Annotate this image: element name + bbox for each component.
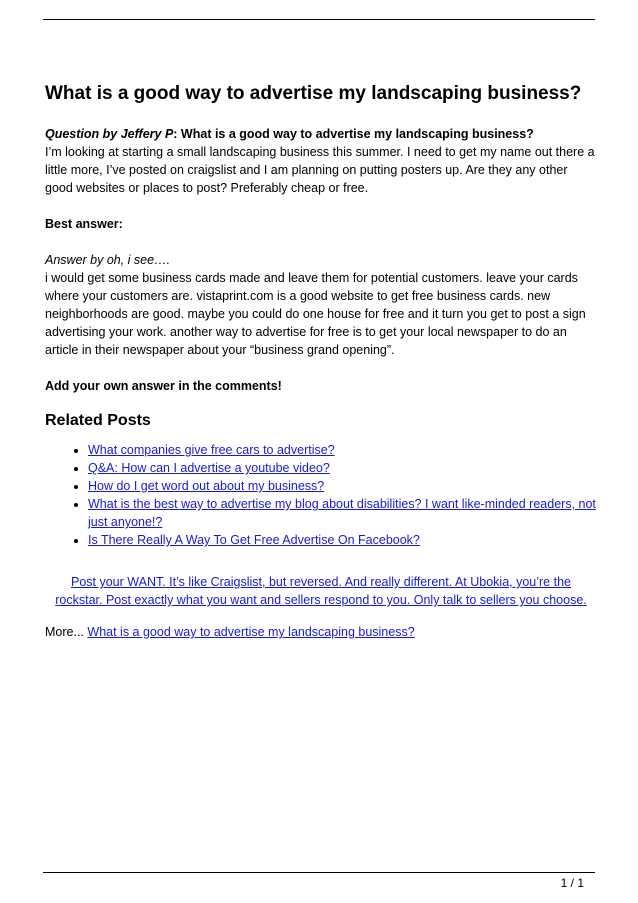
related-post-link[interactable]: Is There Really A Way To Get Free Advertise On Facebook? — [88, 533, 420, 547]
question-body: I’m looking at starting a small landscaping business this summer. I need to get my name out there a little more, I’ve posted on craigslist and I am planning on putting posters up. Are they any other good websites or places to post? Preferably cheap or free. — [45, 145, 595, 195]
related-post-link[interactable]: How do I get word out about my business? — [88, 479, 325, 493]
more-prefix: More... — [45, 625, 84, 639]
related-post-link[interactable]: Q&A: How can I advertise a youtube video? — [88, 461, 330, 475]
page-number: 1 / 1 — [560, 876, 584, 890]
list-item — [88, 531, 597, 549]
list-item — [88, 441, 597, 459]
list-item — [88, 477, 597, 495]
related-posts-list — [45, 441, 597, 549]
question-line — [45, 125, 597, 143]
answer-body: i would get some business cards made and leave them for potential customers. leave your cards where your customers are. vistaprint.com is a good website to get free business cards. new neighborhoods are good. maybe you could do one house for free and it turn you get to post a sign advertising your work. another way to advertise for free is to get your local newspaper to do an article in their newspaper about your “business grand opening”. — [45, 271, 586, 357]
add-answer-prompt: Add your own answer in the comments! — [45, 379, 282, 393]
document-body — [45, 82, 597, 641]
source-link[interactable]: What is a good way to advertise my landscaping business? — [87, 625, 415, 639]
question-author: Question by Jeffery P — [45, 127, 174, 141]
answer-author: Answer by oh, i see…. — [45, 253, 171, 267]
related-post-link[interactable]: What is the best way to advertise my blog about disabilities? I want like-minded readers, not just anyone!? — [88, 497, 596, 529]
list-item — [88, 495, 597, 531]
best-answer-label: Best answer: — [45, 217, 123, 231]
promo-block — [45, 573, 597, 609]
related-post-link[interactable]: What companies give free cars to advertise? — [88, 443, 335, 457]
top-rule — [43, 19, 595, 20]
list-item — [88, 459, 597, 477]
page-title: What is a good way to advertise my landscaping business? — [45, 83, 582, 104]
related-posts-heading: Related Posts — [45, 412, 151, 429]
bottom-rule — [43, 872, 595, 873]
question-title: : What is a good way to advertise my landscaping business? — [173, 127, 534, 141]
more-line — [45, 623, 597, 641]
promo-link[interactable]: Post your WANT. It’s like Craigslist, but reversed. And really different. At Ubokia, you’re the rockstar. Post exactly what you want and sellers respond to you. Only talk to sellers you choose. — [55, 575, 587, 607]
